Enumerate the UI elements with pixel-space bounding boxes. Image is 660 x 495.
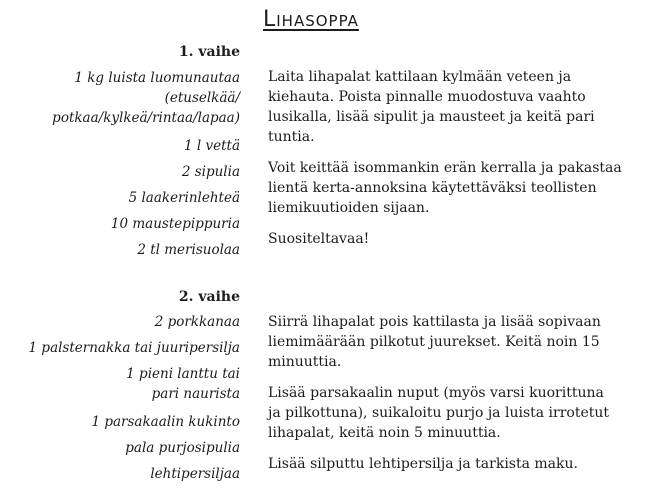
- ingredient-item: 1 l vettä: [183, 138, 240, 154]
- instruction-paragraph: Voit keittää isommankin erän kerralla ja pakastaa lientä kerta-annoksina käytettäväksi teollisten liemikuutioiden sijaan.: [268, 160, 622, 216]
- ingredient-item: 1 palsternakka tai juuripersilja: [28, 340, 240, 356]
- step-2-heading: 2. vaihe: [178, 289, 240, 305]
- ingredient-item: lehtipersiljaa: [150, 466, 240, 482]
- ingredient-item: 1 kg luista luomunautaa (etuselkää/ potkaa/kylkeä/rintaa/lapaa): [52, 70, 240, 126]
- instruction-paragraph: Siirrä lihapalat pois kattilasta ja lisää sopivaan liemimäärään pilkotut juurekset. Keitä noin 15 minuuttia.: [268, 314, 601, 370]
- instruction-paragraph: Laita lihapalat kattilaan kylmään veteen ja kiehauta. Poista pinnalle muodostuva vaahto lusikalla, lisää sipulit ja mausteet ja keitä pari tuntia.: [268, 69, 595, 145]
- ingredient-item: 2 tl merisuolaa: [137, 242, 240, 258]
- step-1-ingredient-list: [0, 68, 240, 266]
- recipe-title: Lihasoppa: [263, 7, 359, 32]
- ingredient-item: pala purjosipulia: [125, 440, 240, 456]
- instruction-paragraph: Suositeltavaa!: [268, 231, 370, 247]
- step-2-instructions: [268, 312, 658, 485]
- ingredient-item: 1 pieni lanttu tai pari naurista: [126, 366, 240, 402]
- step-1-instructions: [268, 67, 658, 260]
- ingredient-item: 1 parsakaalin kukinto: [91, 414, 240, 430]
- ingredient-item: 2 porkkanaa: [154, 314, 240, 330]
- ingredient-item: 2 sipulia: [181, 164, 240, 180]
- ingredient-item: 5 laakerinlehteä: [128, 190, 240, 206]
- instruction-paragraph: Lisää parsakaalin nuput (myös varsi kuorittuna ja pilkottuna), suikaloitu purjo ja luista irrotetut lihapalat, keitä noin 5 minuuttia.: [268, 385, 610, 441]
- ingredient-item: 10 maustepippuria: [110, 216, 240, 232]
- instruction-paragraph: Lisää silputtu lehtipersilja ja tarkista maku.: [268, 456, 578, 472]
- step-2-ingredient-list: [29, 312, 240, 490]
- step-1-heading: 1. vaihe: [178, 44, 240, 60]
